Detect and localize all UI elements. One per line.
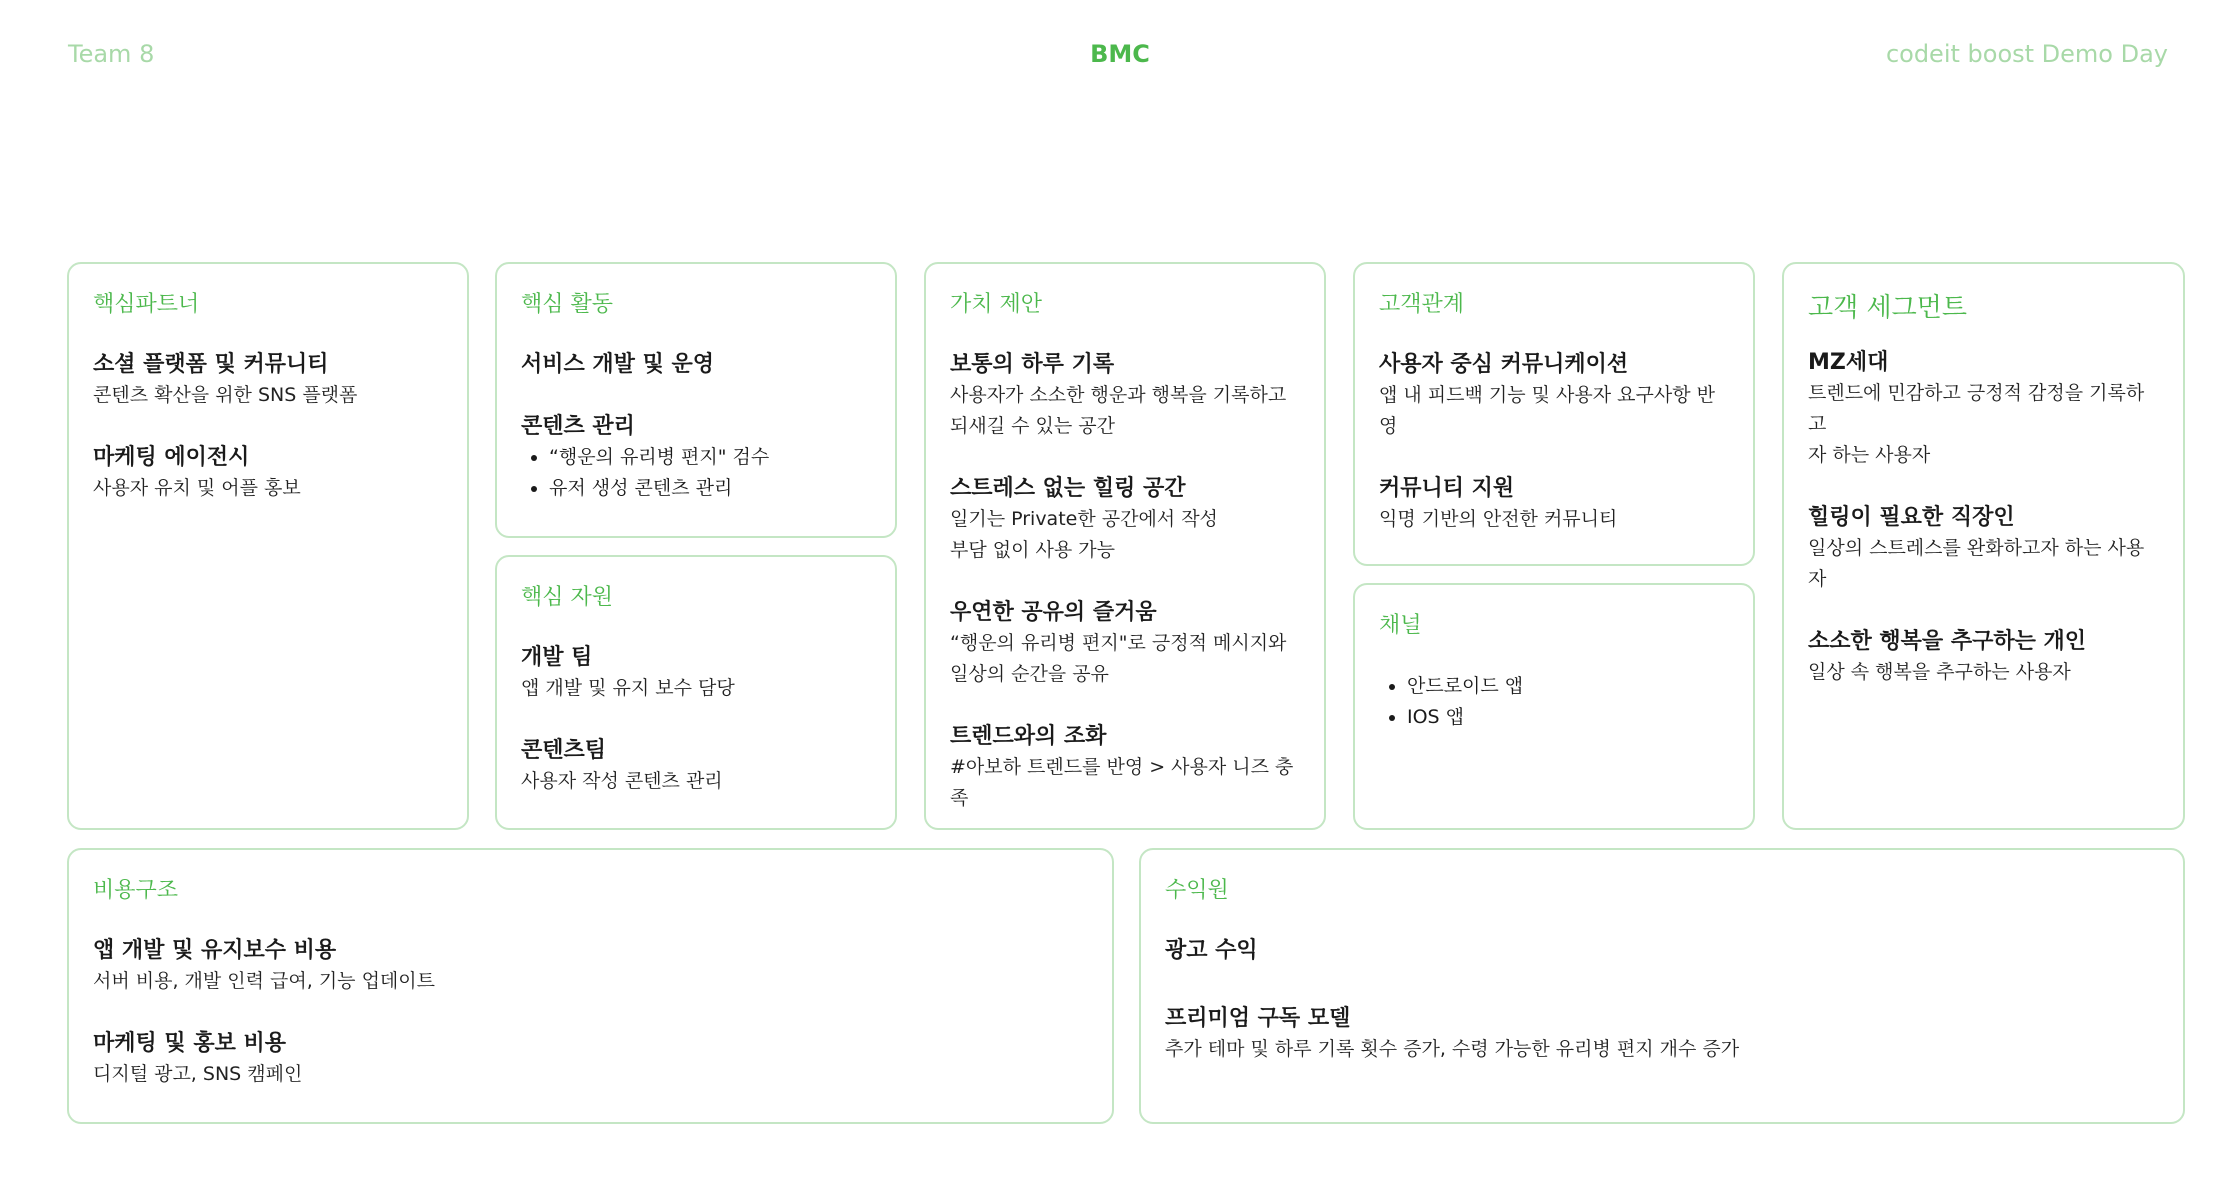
customer-segments-box	[1782, 262, 2185, 830]
value-item-title: 트렌드와의 조화	[950, 724, 1107, 749]
resource-item	[521, 736, 871, 797]
customer-relations-title: 고객관계	[1379, 292, 1465, 317]
cost-item-title: 앱 개발 및 유지보수 비용	[93, 938, 337, 963]
cost-item	[93, 936, 1088, 997]
value-item	[950, 350, 1300, 442]
value-item-title: 우연한 공유의 즐거움	[950, 600, 1157, 625]
channels-box	[1353, 583, 1755, 830]
channel-item: • 안드로이드 앱	[1407, 671, 1729, 702]
segment-item-title: 힐링이 필요한 직장인	[1808, 505, 2015, 530]
value-item-desc: “행운의 유리병 편지"로 긍정적 메시지와	[950, 632, 1287, 654]
value-item-title: 스트레스 없는 힐링 공간	[950, 476, 1186, 501]
relation-item	[1379, 474, 1729, 535]
customer-segments-title: 고객 세그먼트	[1808, 293, 1967, 323]
segment-item	[1808, 348, 2159, 471]
value-proposition-box	[924, 262, 1326, 830]
value-item-desc: #아보하 트렌드를 반영 > 사용자 니즈 충족	[950, 756, 1294, 809]
segment-item-title: MZ세대	[1808, 350, 1889, 375]
partner-item-desc: 사용자 유치 및 어플 홍보	[93, 477, 301, 499]
activity-item-title: 서비스 개발 및 운영	[521, 352, 714, 377]
segment-item-desc: 일상 속 행복을 추구하는 사용자	[1808, 661, 2071, 683]
resource-item-title: 개발 팀	[521, 645, 593, 670]
customer-relations-box	[1353, 262, 1755, 566]
resource-item-desc: 앱 개발 및 유지 보수 담당	[521, 677, 735, 699]
value-item-title: 보통의 하루 기록	[950, 352, 1115, 377]
partner-item	[93, 350, 443, 411]
segment-item-desc: 자 하는 사용자	[1808, 444, 1931, 466]
activity-item	[521, 412, 871, 504]
value-item	[950, 722, 1300, 814]
partner-item-desc: 콘텐츠 확산을 위한 SNS 플랫폼	[93, 384, 358, 406]
activity-bullet: • “행운의 유리병 편지" 검수	[549, 442, 871, 473]
key-partners-box	[67, 262, 469, 830]
relation-item-desc: 익명 기반의 안전한 커뮤니티	[1379, 508, 1618, 530]
channels-title: 채널	[1379, 613, 1422, 638]
key-resources-title: 핵심 자원	[521, 585, 614, 610]
resource-item-desc: 사용자 작성 콘텐츠 관리	[521, 770, 723, 792]
value-item	[950, 598, 1300, 690]
relation-item-title: 사용자 중심 커뮤니케이션	[1379, 352, 1629, 377]
activity-bullet: • 유저 생성 콘텐츠 관리	[549, 473, 871, 504]
cost-structure-box	[67, 848, 1114, 1124]
activity-bullet-list	[521, 442, 871, 504]
segment-item-desc: 일상의 스트레스를 완화하고자 하는 사용자	[1808, 537, 2145, 590]
key-partners-title: 핵심파트너	[93, 292, 200, 317]
revenue-item-title: 프리미엄 구독 모델	[1165, 1006, 1351, 1031]
resource-item-title: 콘텐츠팀	[521, 738, 607, 763]
value-proposition-title: 가치 제안	[950, 292, 1043, 317]
value-item-desc: 일기는 Private한 공간에서 작성	[950, 508, 1218, 530]
value-item-desc: 일상의 순간을 공유	[950, 663, 1109, 685]
value-item	[950, 474, 1300, 566]
revenue-streams-title: 수익원	[1165, 878, 1229, 903]
revenue-streams-box	[1139, 848, 2185, 1124]
activity-item-title: 콘텐츠 관리	[521, 414, 635, 439]
cost-item-desc: 디지털 광고, SNS 캠페인	[93, 1063, 303, 1085]
page-title: BMC	[1090, 40, 1150, 68]
team-label: Team 8	[68, 40, 155, 68]
key-activities-title: 핵심 활동	[521, 292, 614, 317]
relation-item-desc: 앱 내 피드백 기능 및 사용자 요구사항 반영	[1379, 384, 1715, 437]
revenue-item	[1165, 1004, 2159, 1065]
partner-item	[93, 443, 443, 504]
segment-item-desc: 트렌드에 민감하고 긍정적 감정을 기록하고	[1808, 382, 2145, 435]
event-label: codeit boost Demo Day	[1885, 40, 2168, 68]
segment-item	[1808, 627, 2159, 688]
segment-item-title: 소소한 행복을 추구하는 개인	[1808, 629, 2087, 654]
cost-item-title: 마케팅 및 홍보 비용	[93, 1031, 286, 1056]
partner-item-title: 소셜 플랫폼 및 커뮤니티	[93, 352, 329, 377]
relation-item-title: 커뮤니티 지원	[1379, 476, 1515, 501]
partner-item-title: 마케팅 에이전시	[93, 445, 250, 470]
key-activities-box	[495, 262, 897, 538]
cost-item-desc: 서버 비용, 개발 인력 급여, 기능 업데이트	[93, 970, 435, 992]
cost-structure-title: 비용구조	[93, 878, 179, 903]
revenue-item-desc: 추가 테마 및 하루 기록 횟수 증가, 수령 가능한 유리병 편지 개수 증가	[1165, 1038, 1740, 1060]
cost-item	[93, 1029, 1088, 1090]
key-resources-box	[495, 555, 897, 830]
value-item-desc: 되새길 수 있는 공간	[950, 415, 1115, 437]
segment-item	[1808, 503, 2159, 595]
activity-item	[521, 350, 871, 380]
resource-item	[521, 643, 871, 704]
value-item-desc: 부담 없이 사용 가능	[950, 539, 1115, 561]
channel-list	[1379, 671, 1729, 733]
relation-item	[1379, 350, 1729, 442]
revenue-item	[1165, 936, 2159, 966]
channel-item: • IOS 앱	[1407, 702, 1729, 733]
value-item-desc: 사용자가 소소한 행운과 행복을 기록하고	[950, 384, 1287, 406]
revenue-item-title: 광고 수익	[1165, 938, 1258, 963]
